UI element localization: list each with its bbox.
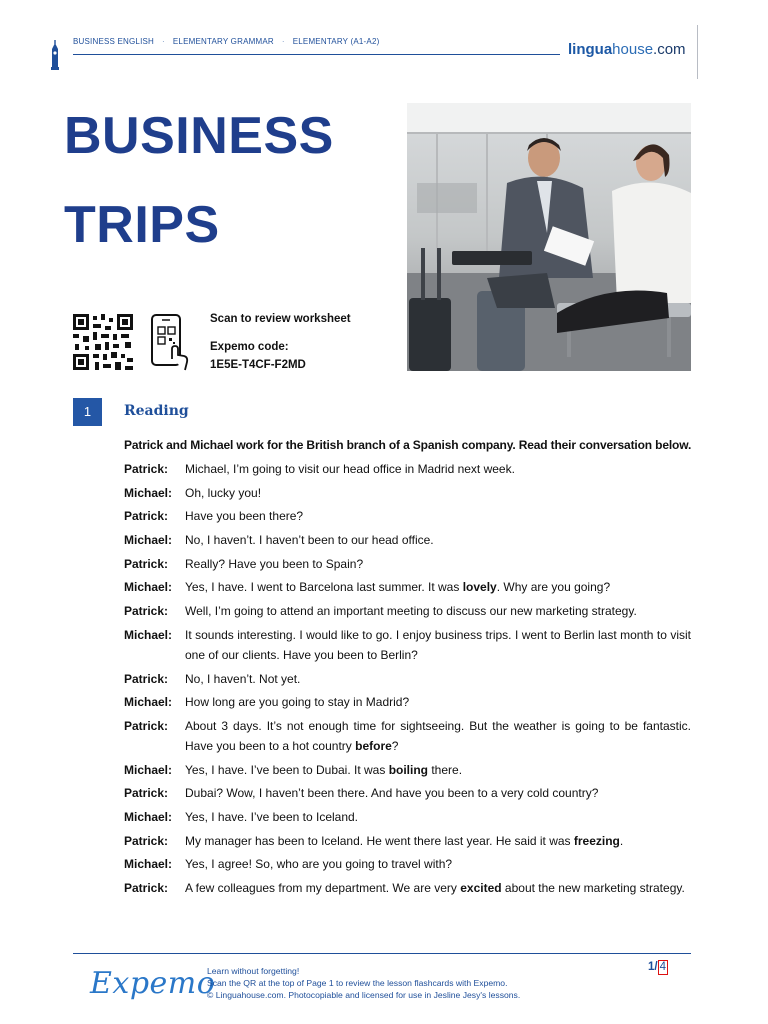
dialogue-line [124,783,691,803]
brand-name-bold: lingua [568,41,613,58]
speech-fragment: Oh, lucky you! [185,485,262,500]
highlighted-word: before [355,738,392,753]
speech-fragment: Yes, I have. I went to Barcelona last summer. It was [185,580,463,595]
breadcrumb [73,37,379,46]
speech-text [185,459,691,479]
dialogue-line [124,577,691,597]
speech-fragment: Well, I’m going to attend an important meeting to discuss our new marketing strategy. [185,604,637,619]
scan-label: Scan to review worksheet [210,313,351,325]
dialogue-line [124,625,691,665]
expemo-code-label: Expemo code: [210,341,289,353]
title-line-2: TRIPS [64,196,220,254]
speech-text [185,854,691,874]
speaker-name: Michael: [124,809,173,824]
speech-text [185,783,691,803]
dialogue-line [124,831,691,851]
brand-logo [568,41,686,58]
speech-fragment: My manager has been to Iceland. He went there last year. He said it was [185,833,574,848]
speech-fragment: Yes, I have. I’ve been to Iceland. [185,809,359,824]
speech-fragment: Yes, I agree! So, who are you going to travel with? [185,857,453,872]
dialogue-line [124,554,691,574]
speech-fragment: Dubai? Wow, I haven’t been there. And have you been to a very cold country? [185,786,599,801]
speaker-name: Patrick: [124,556,169,571]
speech-fragment: Really? Have you been to Spain? [185,556,364,571]
speaker-name: Patrick: [124,833,169,848]
speaker-name: Patrick: [124,786,169,801]
speaker-name: Michael: [124,627,173,642]
speech-fragment: . [619,833,624,848]
title-line-1: BUSINESS [64,107,334,165]
speech-text [185,716,691,756]
speaker-name: Patrick: [124,462,169,476]
footer-scan-note: Scan the QR at the top of Page 1 to review the lesson flashcards with Expemo. [207,978,508,989]
header-vertical-divider [697,25,698,79]
speech-fragment: about the new marketing strategy. [501,881,685,895]
expemo-code-value: 1E5E-T4CF-F2MD [210,359,306,371]
phone-scan-icon [150,313,192,371]
speech-text [185,554,691,574]
footer-copyright: © Linguahouse.com. Photocopiable and licensed for use in Jesline Jesy's lessons. [207,990,521,1001]
breadcrumb-item: BUSINESS ENGLISH [73,37,155,46]
speech-text [185,760,691,780]
dialogue-line [124,716,691,756]
speech-text [185,878,691,898]
speech-fragment: Yes, I have. I’ve been to Dubai. It was [185,762,389,777]
page-number [648,960,668,975]
expemo-logo: Expemo [90,966,216,1001]
dialogue-line [124,854,691,874]
dialogue-line [124,459,691,479]
speech-text [185,625,691,665]
brand-suffix: .com [653,41,686,58]
speech-text [185,483,691,503]
speech-fragment: . Why are you going? [496,580,611,595]
speaker-name: Michael: [124,695,173,710]
speaker-name: Michael: [124,485,173,500]
dialogue-line [124,530,691,550]
dialogue-line [124,807,691,827]
highlighted-word: freezing [573,833,620,848]
speech-fragment: No, I haven’t. I haven’t been to our head office. [185,533,434,548]
page-total: 4 [659,961,666,973]
breadcrumb-item: ELEMENTARY (A1-A2) [292,37,380,46]
breadcrumb-item: ELEMENTARY GRAMMAR [172,37,274,46]
footer-text [207,965,520,1002]
speech-fragment: No, I haven’t. Not yet. [185,671,301,686]
breadcrumb-separator: · [162,37,165,46]
speech-fragment: A few colleagues from my department. We are very [185,881,461,895]
speech-text [185,831,691,851]
header-rule [73,54,560,55]
speaker-name: Michael: [124,580,173,595]
highlighted-word: excited [460,881,502,895]
dialogue-line [124,483,691,503]
footer-rule [73,953,691,954]
speech-text [185,807,691,827]
section-title: Reading [124,403,189,419]
speaker-name: Patrick: [124,604,169,619]
speech-text [185,669,691,689]
speech-text [185,530,691,550]
dialogue-line [124,760,691,780]
section-instructions: Patrick and Michael work for the British branch of a Spanish company. Read their conversation below. [124,438,692,452]
speech-fragment: there. [428,762,463,777]
speech-fragment: Michael, I’m going to visit our head office in Madrid next week. [185,462,515,476]
breadcrumb-separator: · [281,37,285,46]
big-ben-tower-icon [50,40,60,70]
dialogue-line [124,669,691,689]
dialogue-line [124,506,691,526]
speech-text [185,692,691,712]
dialogue-line [124,601,691,621]
dialogue-line [124,878,691,898]
highlighted-word: boiling [388,762,429,777]
speech-text [185,577,691,597]
speech-fragment: About 3 days. It’s not enough time for sightseeing. But the weather is going to be fantastic. Have you been to a hot country [185,718,691,753]
brand-name-light: house [612,41,654,58]
highlighted-word: lovely [462,580,497,595]
speech-fragment: Have you been there? [185,509,304,524]
speaker-name: Michael: [124,533,173,548]
speaker-name: Michael: [124,762,173,777]
speech-text [185,506,691,526]
speaker-name: Patrick: [124,881,169,895]
speech-text [185,601,691,621]
page-title [64,92,334,270]
dialogue [124,459,691,902]
section-number-badge: 1 [73,398,102,426]
speech-fragment: It sounds interesting. I would like to go. I enjoy business trips. I went to Berlin last month to visit one of our clients. Have you been to Berlin? [185,627,691,662]
business-travellers-photo [407,103,691,371]
speaker-name: Patrick: [124,671,169,686]
speaker-name: Michael: [124,857,173,872]
speech-fragment: ? [391,738,399,753]
speaker-name: Patrick: [124,509,169,524]
dialogue-line [124,692,691,712]
qr-code-icon [73,314,133,370]
speech-fragment: How long are you going to stay in Madrid? [185,695,410,710]
page-current: 1/ [648,961,658,973]
footer-tagline: Learn without forgetting! [207,966,300,976]
speaker-name: Patrick: [124,718,169,733]
